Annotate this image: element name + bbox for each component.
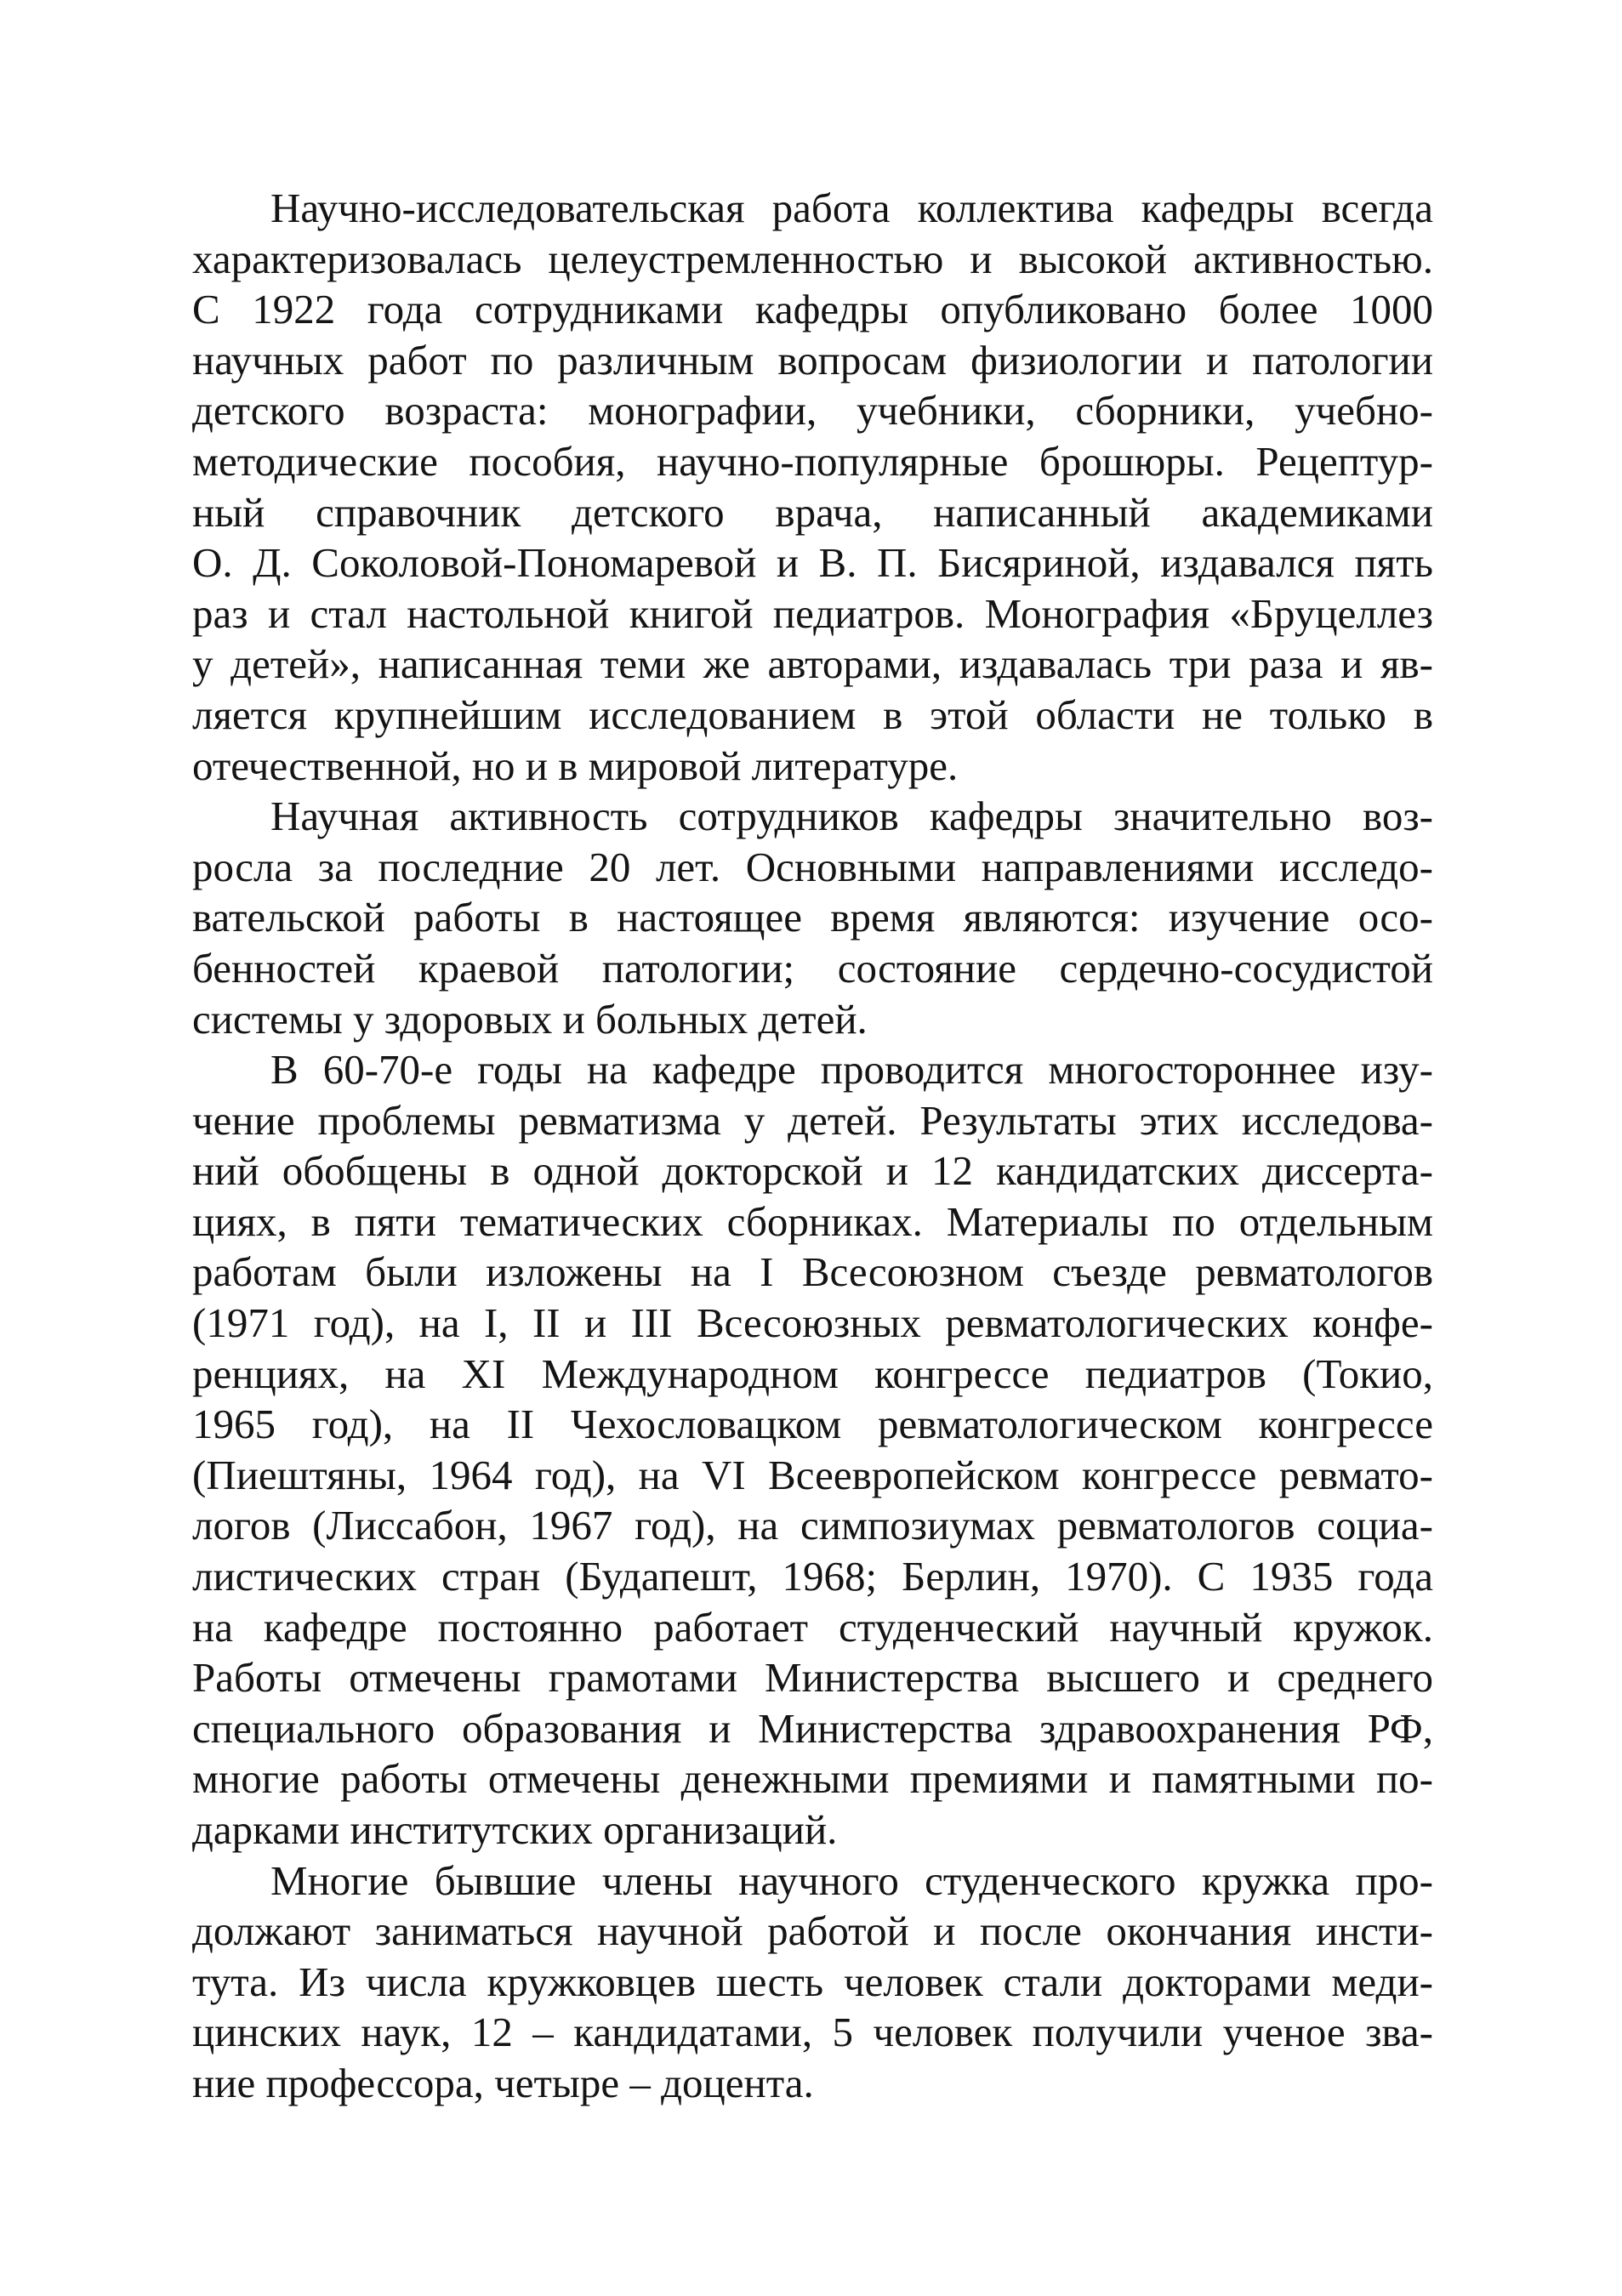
text-line: дарками институтских организаций. <box>192 1806 838 1853</box>
text-line: (1971 год), на I, II и III Всесоюзных ревматологических конфе- <box>192 1299 1433 1347</box>
paragraph-4 <box>192 1856 1433 2109</box>
text-line: характеризовалась целеустремленностью и высокой активностью. <box>192 235 1433 282</box>
body-text <box>192 183 1433 2109</box>
text-line: В 60-70-е годы на кафедре проводится многостороннее изу- <box>270 1046 1433 1094</box>
text-line: ный справочник детского врача, написанный академиками <box>192 488 1433 536</box>
text-line: должают заниматься научной работой и после окончания инсти- <box>192 1907 1433 1955</box>
paragraph-3 <box>192 1044 1433 1856</box>
text-line: циях, в пяти тематических сборниках. Материалы по отдельным <box>192 1197 1433 1245</box>
text-line: раз и стал настольной книгой педиатров. Монография «Бруцеллез <box>192 589 1433 637</box>
text-line: Работы отмечены грамотами Министерства высшего и среднего <box>192 1654 1433 1702</box>
text-line: (Пиештяны, 1964 год), на VI Всеевропейском конгрессе ревмато- <box>192 1451 1433 1498</box>
text-line: листических стран (Будапешт, 1968; Берлин, 1970). С 1935 года <box>192 1553 1433 1600</box>
text-line: бенностей краевой патологии; состояние сердечно-сосудистой <box>192 944 1433 992</box>
text-line: С 1922 года сотрудниками кафедры опубликовано более 1000 <box>192 286 1433 333</box>
text-line: специального образования и Министерства здравоохранения РФ, <box>192 1704 1433 1752</box>
text-line: тута. Из числа кружковцев шесть человек стали докторами меди- <box>192 1958 1433 2005</box>
text-line: логов (Лиссабон, 1967 год), на симпозиумах ревматологов социа- <box>192 1502 1433 1549</box>
text-line: детского возраста: монографии, учебники, сборники, учебно- <box>192 387 1433 435</box>
text-line: Научно-исследовательская работа коллектива кафедры всегда <box>270 185 1433 231</box>
text-line: научных работ по различным вопросам физиологии и патологии <box>192 336 1433 384</box>
text-line: системы у здоровых и больных детей. <box>192 995 868 1043</box>
text-line: методические пособия, научно-популярные брошюры. Рецептур- <box>192 437 1433 485</box>
text-line: Многие бывшие члены научного студенческого кружка про- <box>270 1856 1433 1904</box>
text-line: чение проблемы ревматизма у детей. Результаты этих исследова- <box>192 1096 1433 1144</box>
paragraph-1 <box>192 183 1433 791</box>
text-line: ляется крупнейшим исследованием в этой области не только в <box>192 691 1433 738</box>
text-line: Научная активность сотрудников кафедры значительно воз- <box>270 793 1433 840</box>
text-line: 1965 год), на II Чехословацком ревматологическом конгрессе <box>192 1401 1433 1448</box>
text-line: ренциях, на XI Международном конгрессе педиатров (Токио, <box>192 1350 1433 1397</box>
text-line: ний обобщены в одной докторской и 12 кандидатских диссерта- <box>192 1147 1433 1195</box>
text-line: работам были изложены на I Всесоюзном съезде ревматологов <box>192 1248 1433 1296</box>
text-line: О. Д. Соколовой-Пономаревой и В. П. Бисяриной, издавался пять <box>192 539 1433 587</box>
text-line: многие работы отмечены денежными премиями и памятными по- <box>192 1755 1433 1803</box>
text-line: цинских наук, 12 – кандидатами, 5 человек получили ученое зва- <box>192 2009 1433 2056</box>
text-line: вательской работы в настоящее время являются: изучение осо- <box>192 894 1433 941</box>
text-line: ние профессора, четыре – доцента. <box>192 2059 814 2106</box>
text-line: росла за последние 20 лет. Основными направлениями исследо- <box>192 843 1433 890</box>
text-line: у детей», написанная теми же авторами, издавалась три раза и яв- <box>192 640 1433 688</box>
text-line: отечественной, но и в мировой литературе. <box>192 742 959 789</box>
text-line: на кафедре постоянно работает студенческий научный кружок. <box>192 1603 1433 1651</box>
paragraph-2 <box>192 791 1433 1044</box>
